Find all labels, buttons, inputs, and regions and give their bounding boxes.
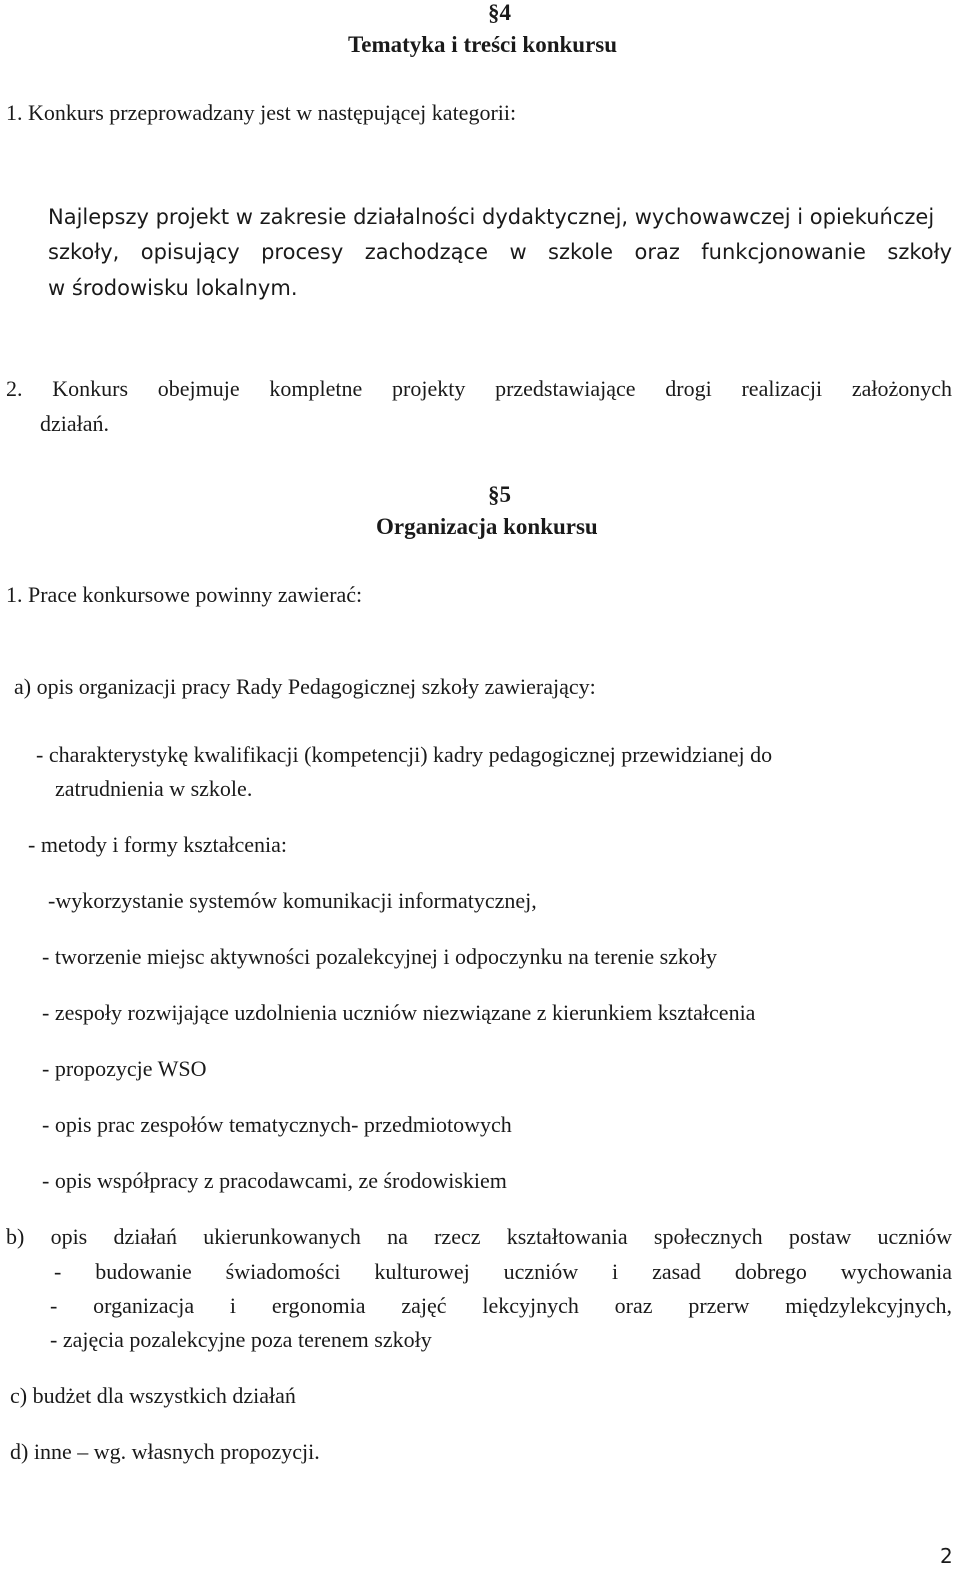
section-5-number: §5 (488, 482, 511, 507)
item-a-list-4: - propozycje WSO (42, 1056, 207, 1081)
item-a-list-1: -wykorzystanie systemów komunikacji informatycznej, (48, 888, 537, 913)
item-a-intro: a) opis organizacji pracy Rady Pedagogicznej szkoły zawierający: (14, 674, 596, 699)
section-4-item-2-line-1: 2. Konkurs obejmuje kompletne projekty przedstawiające drogi realizacji założonych (6, 376, 952, 401)
item-b-list-3: - zajęcia pozalekcyjne poza terenem szkoły (50, 1327, 432, 1352)
item-c: c) budżet dla wszystkich działań (10, 1383, 296, 1408)
item-b-intro: b) opis działań ukierunkowanych na rzecz kształtowania społecznych postaw uczniów (6, 1224, 952, 1249)
category-line-3: w środowisku lokalnym. (48, 276, 298, 300)
item-b-list-2: - organizacja i ergonomia zajęć lekcyjnych oraz przerw międzylekcyjnych, (50, 1293, 952, 1318)
category-paragraph (48, 205, 952, 229)
item-a-characteristics-line-2: zatrudnienia w szkole. (55, 776, 253, 801)
section-5-item-1: 1. Prace konkursowe powinny zawierać: (6, 582, 363, 607)
item-a-list-5: - opis prac zespołów tematycznych- przedmiotowych (42, 1112, 512, 1137)
item-a-list-2: - tworzenie miejsc aktywności pozalekcyjnej i odpoczynku na terenie szkoły (42, 944, 718, 969)
item-a-list-3: - zespoły rozwijające uzdolnienia uczniów niezwiązane z kierunkiem kształcenia (42, 1000, 756, 1025)
item-a-characteristics-line-1: - charakterystykę kwalifikacji (kompetencji) kadry pedagogicznej przewidzianej do (36, 742, 773, 767)
section-4-item-1: 1. Konkurs przeprowadzany jest w następującej kategorii: (6, 100, 517, 125)
category-line-1: Najlepszy projekt w zakresie działalności dydaktycznej, wychowawczej i opiekuńczej (48, 205, 935, 229)
item-a-list-6: - opis współpracy z pracodawcami, ze środowiskiem (42, 1168, 507, 1193)
item-d: d) inne – wg. własnych propozycji. (10, 1439, 320, 1464)
section-5-title: Organizacja konkursu (376, 514, 598, 539)
item-b-list-1: - budowanie świadomości kulturowej uczniów i zasad dobrego wychowania (54, 1259, 952, 1284)
section-4-item-2-line-2: działań. (40, 411, 110, 436)
section-4-number: §4 (488, 0, 511, 25)
page-number: 2 (940, 1544, 953, 1568)
category-line-2: szkoły, opisujący procesy zachodzące w szkole oraz funkcjonowanie szkoły (48, 240, 952, 264)
item-a-methods: - metody i formy kształcenia: (28, 832, 288, 857)
section-4-title: Tematyka i treści konkursu (348, 32, 618, 57)
